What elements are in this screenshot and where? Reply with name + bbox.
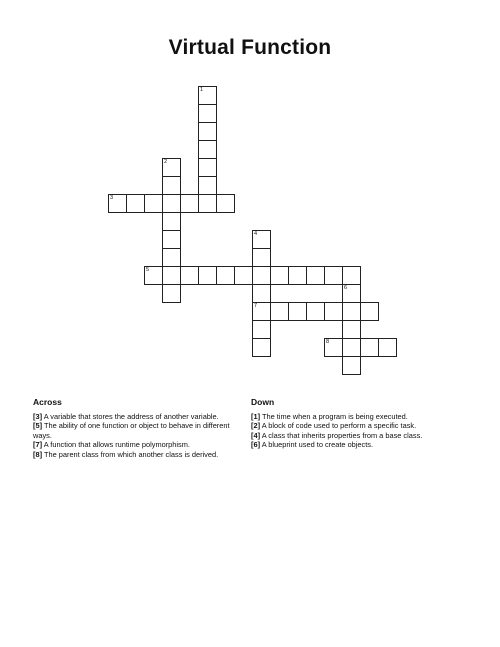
grid-cell[interactable] [324,338,343,357]
grid-cell[interactable] [162,176,181,195]
clue-across-7: [7] A function that allows runtime polymorphism. [33,440,190,450]
grid-cell[interactable] [324,302,343,321]
grid-cell[interactable] [198,194,217,213]
grid-cell[interactable] [162,284,181,303]
grid-cell[interactable] [198,122,217,141]
grid-cell[interactable] [180,194,199,213]
grid-cell[interactable] [144,266,163,285]
grid-cell[interactable] [216,266,235,285]
grid-cell[interactable] [162,266,181,285]
grid-cell[interactable] [270,302,289,321]
down-clues [251,398,466,450]
cell-number: 7 [254,303,258,309]
grid-cell[interactable] [342,356,361,375]
grid-cell[interactable] [162,212,181,231]
clue-down-4: [4] A class that inherits properties from a base class. [251,430,423,440]
grid-cell[interactable] [162,194,181,213]
grid-cell[interactable] [252,320,271,339]
grid-cell[interactable] [342,302,361,321]
grid-cell[interactable] [252,302,271,321]
grid-cell[interactable] [252,248,271,267]
grid-cell[interactable] [198,104,217,123]
clue-down-6: [6] A blueprint used to create objects. [251,440,374,450]
cell-number: 8 [326,339,330,345]
grid-cell[interactable] [360,338,379,357]
grid-cell[interactable] [342,320,361,339]
grid-cell[interactable] [198,158,217,177]
grid-cell[interactable] [378,338,397,357]
grid-cell[interactable] [252,284,271,303]
grid-cell[interactable] [342,266,361,285]
grid-cell[interactable] [306,302,325,321]
cell-number: 1 [200,87,204,93]
grid-cell[interactable] [126,194,145,213]
grid-cell[interactable] [342,284,361,303]
grid-cell[interactable] [180,266,199,285]
grid-cell[interactable] [252,266,271,285]
grid-cell[interactable] [198,176,217,195]
grid-cell[interactable] [234,266,253,285]
grid-cell[interactable] [342,338,361,357]
grid-cell[interactable] [198,140,217,159]
grid-cell[interactable] [306,266,325,285]
grid-cell[interactable] [360,302,379,321]
cell-number: 2 [164,159,168,165]
clue-down-2: [2] A block of code used to perform a specific task. [251,421,417,431]
down-heading: Down [251,397,275,407]
clue-down-1: [1] The time when a program is being executed. [251,411,408,421]
cell-number: 5 [146,267,150,273]
grid-cell[interactable] [216,194,235,213]
grid-cell[interactable] [108,194,127,213]
grid-cell[interactable] [162,248,181,267]
clue-across-3: [3] A variable that stores the address of another variable. [33,411,219,421]
grid-cell[interactable] [162,158,181,177]
grid-cell[interactable] [252,338,271,357]
clue-across-8: [8] The parent class from which another class is derived. [33,449,219,459]
grid-cell[interactable] [324,266,343,285]
grid-cell[interactable] [162,230,181,249]
cell-number: 4 [254,231,258,237]
grid-cell[interactable] [288,266,307,285]
grid-cell[interactable] [198,86,217,105]
grid-cell[interactable] [198,266,217,285]
grid-cell[interactable] [288,302,307,321]
grid-cell[interactable] [252,230,271,249]
cell-number: 6 [344,285,348,291]
clue-across-5: [5] The ability of one function or object to behave in different ways. [33,421,230,440]
grid-cell[interactable] [270,266,289,285]
cell-number: 3 [110,195,114,201]
grid-cell[interactable] [144,194,163,213]
across-heading: Across [33,397,62,407]
across-clues [33,398,245,460]
puzzle-title: Virtual Function [168,36,332,59]
